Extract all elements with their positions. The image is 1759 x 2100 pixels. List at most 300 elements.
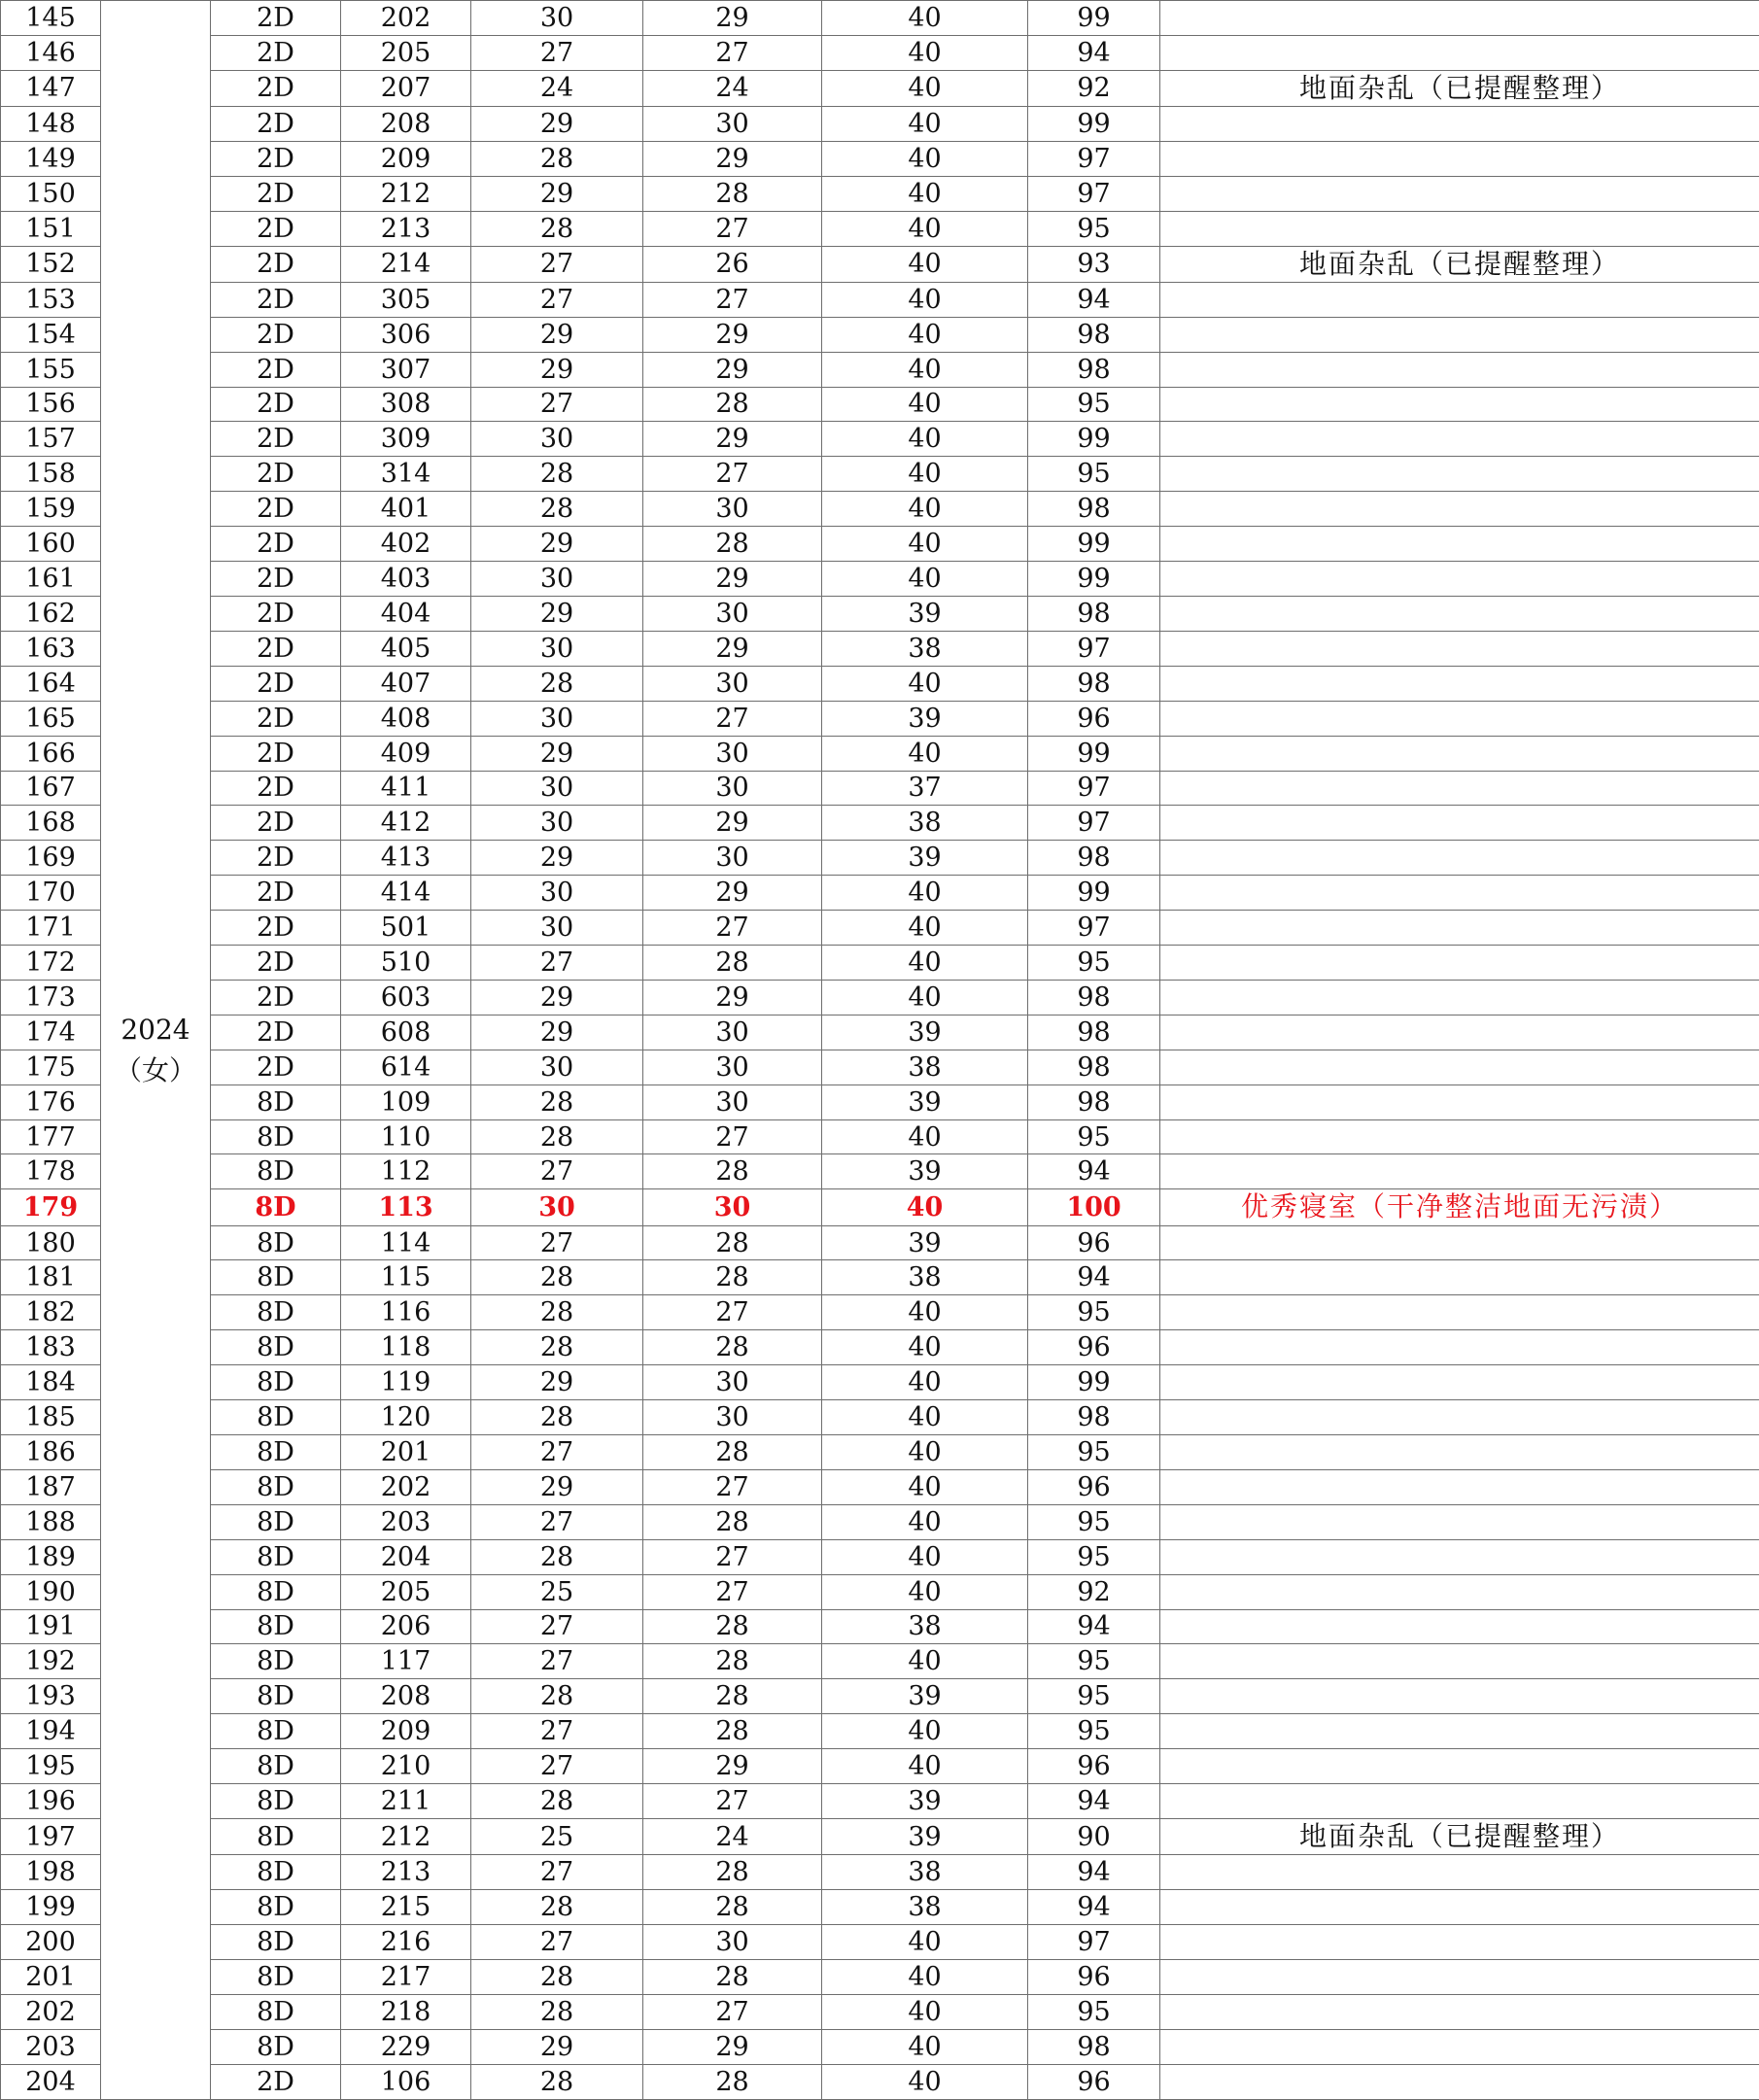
- remark-cell: [1160, 1015, 1759, 1050]
- score-cell-a: 29: [471, 1469, 643, 1504]
- building-cell: 2D: [211, 387, 341, 422]
- score-cell-b: 28: [643, 1959, 822, 1994]
- building-cell: 8D: [211, 1609, 341, 1644]
- total-score-cell: 95: [1028, 1435, 1160, 1470]
- score-cell-a: 28: [471, 1679, 643, 1714]
- total-score-cell: 96: [1028, 1749, 1160, 1784]
- score-cell-c: 39: [822, 1225, 1028, 1260]
- remark-cell: [1160, 1154, 1759, 1189]
- score-cell-b: 28: [643, 1609, 822, 1644]
- row-number-cell: 150: [1, 176, 101, 211]
- room-number-cell: 405: [341, 631, 471, 666]
- room-number-cell: 203: [341, 1504, 471, 1539]
- row-number-cell: 190: [1, 1574, 101, 1609]
- remark-cell: [1160, 211, 1759, 246]
- building-cell: 2D: [211, 35, 341, 70]
- total-score-cell: 98: [1028, 2029, 1160, 2064]
- row-number-cell: 171: [1, 911, 101, 946]
- score-cell-b: 29: [643, 562, 822, 597]
- score-cell-a: 27: [471, 1225, 643, 1260]
- room-number-cell: 608: [341, 1015, 471, 1050]
- table-row: [1, 176, 1759, 211]
- remark-cell: [1160, 1400, 1759, 1435]
- score-cell-a: 30: [471, 631, 643, 666]
- score-cell-c: 38: [822, 1855, 1028, 1890]
- table-row: [1, 1, 1759, 36]
- score-cell-c: 40: [822, 1435, 1028, 1470]
- table-row: [1, 1855, 1759, 1890]
- row-number-cell: 177: [1, 1119, 101, 1154]
- table-row: [1, 841, 1759, 876]
- total-score-cell: 99: [1028, 562, 1160, 597]
- table-row: [1, 422, 1759, 457]
- room-number-cell: 117: [341, 1644, 471, 1679]
- score-cell-b: 29: [643, 317, 822, 352]
- score-cell-b: 29: [643, 980, 822, 1015]
- table-row: [1, 911, 1759, 946]
- table-row: [1, 1225, 1759, 1260]
- score-cell-b: 27: [643, 1784, 822, 1819]
- score-cell-c: 40: [822, 1574, 1028, 1609]
- room-number-cell: 202: [341, 1, 471, 36]
- total-score-cell: 92: [1028, 70, 1160, 106]
- score-cell-b: 28: [643, 2064, 822, 2099]
- building-cell: 2D: [211, 1050, 341, 1084]
- building-cell: 2D: [211, 107, 341, 142]
- remark-cell: [1160, 771, 1759, 806]
- score-cell-c: 40: [822, 107, 1028, 142]
- row-number-cell: 188: [1, 1504, 101, 1539]
- score-cell-b: 27: [643, 911, 822, 946]
- room-number-cell: 407: [341, 666, 471, 701]
- total-score-cell: 98: [1028, 492, 1160, 527]
- room-number-cell: 314: [341, 457, 471, 492]
- score-cell-b: 30: [643, 1924, 822, 1959]
- score-cell-a: 29: [471, 352, 643, 387]
- total-score-cell: 98: [1028, 1400, 1160, 1435]
- remark-cell: [1160, 1435, 1759, 1470]
- score-cell-c: 40: [822, 457, 1028, 492]
- score-cell-a: 27: [471, 282, 643, 317]
- total-score-cell: 90: [1028, 1818, 1160, 1854]
- score-cell-a: 27: [471, 1609, 643, 1644]
- total-score-cell: 98: [1028, 1015, 1160, 1050]
- table-row: [1, 1330, 1759, 1365]
- score-cell-b: 27: [643, 1574, 822, 1609]
- score-cell-c: 40: [822, 911, 1028, 946]
- total-score-cell: 99: [1028, 527, 1160, 562]
- remark-cell: [1160, 701, 1759, 736]
- score-cell-a: 27: [471, 35, 643, 70]
- room-number-cell: 306: [341, 317, 471, 352]
- table-row: [1, 1365, 1759, 1400]
- remark-cell: [1160, 1260, 1759, 1295]
- building-cell: 2D: [211, 666, 341, 701]
- building-cell: 2D: [211, 736, 341, 771]
- score-cell-a: 28: [471, 1959, 643, 1994]
- row-number-cell: 201: [1, 1959, 101, 1994]
- score-cell-b: 27: [643, 1119, 822, 1154]
- room-number-cell: 414: [341, 876, 471, 911]
- remark-cell: [1160, 107, 1759, 142]
- score-cell-b: 28: [643, 1330, 822, 1365]
- row-number-cell: 172: [1, 946, 101, 981]
- total-score-cell: 100: [1028, 1189, 1160, 1225]
- building-cell: 2D: [211, 246, 341, 282]
- remark-cell: [1160, 2029, 1759, 2064]
- row-number-cell: 145: [1, 1, 101, 36]
- room-number-cell: 116: [341, 1295, 471, 1330]
- score-cell-a: 28: [471, 1400, 643, 1435]
- score-cell-c: 39: [822, 701, 1028, 736]
- room-number-cell: 110: [341, 1119, 471, 1154]
- score-cell-b: 30: [643, 666, 822, 701]
- total-score-cell: 94: [1028, 1154, 1160, 1189]
- score-cell-a: 29: [471, 317, 643, 352]
- score-cell-a: 28: [471, 457, 643, 492]
- building-cell: 8D: [211, 1818, 341, 1854]
- score-cell-a: 28: [471, 211, 643, 246]
- table-row: [1, 1959, 1759, 1994]
- remark-cell: [1160, 1644, 1759, 1679]
- table-row: [1, 1469, 1759, 1504]
- score-cell-c: 39: [822, 1084, 1028, 1119]
- score-cell-c: 40: [822, 1, 1028, 36]
- table-row: [1, 1295, 1759, 1330]
- row-number-cell: 195: [1, 1749, 101, 1784]
- room-number-cell: 207: [341, 70, 471, 106]
- total-score-cell: 99: [1028, 1365, 1160, 1400]
- total-score-cell: 95: [1028, 211, 1160, 246]
- score-cell-c: 40: [822, 1924, 1028, 1959]
- remark-cell: [1160, 317, 1759, 352]
- room-number-cell: 211: [341, 1784, 471, 1819]
- score-cell-b: 24: [643, 1818, 822, 1854]
- score-cell-a: 30: [471, 562, 643, 597]
- score-cell-a: 29: [471, 176, 643, 211]
- score-cell-a: 25: [471, 1818, 643, 1854]
- score-cell-a: 28: [471, 492, 643, 527]
- total-score-cell: 97: [1028, 806, 1160, 841]
- score-cell-c: 40: [822, 1365, 1028, 1400]
- score-cell-a: 28: [471, 1260, 643, 1295]
- room-number-cell: 308: [341, 387, 471, 422]
- score-cell-c: 40: [822, 282, 1028, 317]
- room-number-cell: 401: [341, 492, 471, 527]
- table-row: [1, 562, 1759, 597]
- remark-cell: 地面杂乱（已提醒整理）: [1160, 70, 1759, 106]
- score-cell-b: 28: [643, 1714, 822, 1749]
- remark-cell: [1160, 631, 1759, 666]
- table-row: [1, 1015, 1759, 1050]
- remark-cell: [1160, 1050, 1759, 1084]
- score-cell-c: 40: [822, 1295, 1028, 1330]
- score-cell-b: 27: [643, 35, 822, 70]
- score-cell-a: 30: [471, 1189, 643, 1225]
- score-cell-b: 28: [643, 1504, 822, 1539]
- row-number-cell: 153: [1, 282, 101, 317]
- score-cell-b: 29: [643, 806, 822, 841]
- room-number-cell: 205: [341, 35, 471, 70]
- row-number-cell: 161: [1, 562, 101, 597]
- table-row: [1, 35, 1759, 70]
- score-cell-a: 27: [471, 1154, 643, 1189]
- table-row: [1, 1818, 1759, 1854]
- score-cell-c: 40: [822, 70, 1028, 106]
- building-cell: 2D: [211, 176, 341, 211]
- remark-cell: 优秀寝室（干净整洁地面无污渍）: [1160, 1189, 1759, 1225]
- score-cell-b: 28: [643, 1644, 822, 1679]
- building-cell: 8D: [211, 1084, 341, 1119]
- room-number-cell: 118: [341, 1330, 471, 1365]
- room-number-cell: 210: [341, 1749, 471, 1784]
- score-cell-b: 29: [643, 876, 822, 911]
- total-score-cell: 95: [1028, 1994, 1160, 2029]
- total-score-cell: 97: [1028, 176, 1160, 211]
- building-cell: 8D: [211, 1260, 341, 1295]
- building-cell: 2D: [211, 596, 341, 631]
- table-row: [1, 107, 1759, 142]
- building-cell: 2D: [211, 911, 341, 946]
- score-cell-c: 40: [822, 946, 1028, 981]
- total-score-cell: 94: [1028, 1609, 1160, 1644]
- building-cell: 8D: [211, 1119, 341, 1154]
- row-number-cell: 170: [1, 876, 101, 911]
- remark-cell: [1160, 736, 1759, 771]
- row-number-cell: 163: [1, 631, 101, 666]
- score-cell-b: 30: [643, 492, 822, 527]
- building-cell: 2D: [211, 457, 341, 492]
- score-cell-c: 40: [822, 1504, 1028, 1539]
- score-cell-c: 38: [822, 1260, 1028, 1295]
- score-cell-c: 40: [822, 35, 1028, 70]
- score-cell-c: 40: [822, 211, 1028, 246]
- score-cell-c: 40: [822, 317, 1028, 352]
- score-cell-c: 39: [822, 1818, 1028, 1854]
- room-number-cell: 403: [341, 562, 471, 597]
- score-cell-c: 40: [822, 980, 1028, 1015]
- total-score-cell: 96: [1028, 1330, 1160, 1365]
- total-score-cell: 94: [1028, 1855, 1160, 1890]
- total-score-cell: 98: [1028, 841, 1160, 876]
- total-score-cell: 98: [1028, 352, 1160, 387]
- table-row: [1, 70, 1759, 106]
- row-number-cell: 198: [1, 1855, 101, 1890]
- room-number-cell: 413: [341, 841, 471, 876]
- table-row: [1, 1714, 1759, 1749]
- score-cell-c: 40: [822, 1959, 1028, 1994]
- score-cell-a: 28: [471, 1295, 643, 1330]
- remark-cell: [1160, 527, 1759, 562]
- row-number-cell: 189: [1, 1539, 101, 1574]
- table-row: [1, 1504, 1759, 1539]
- room-number-cell: 209: [341, 1714, 471, 1749]
- table-row: [1, 1050, 1759, 1084]
- remark-cell: [1160, 666, 1759, 701]
- total-score-cell: 95: [1028, 1644, 1160, 1679]
- row-number-cell: 192: [1, 1644, 101, 1679]
- score-cell-b: 30: [643, 1189, 822, 1225]
- row-number-cell: 191: [1, 1609, 101, 1644]
- score-cell-c: 38: [822, 1609, 1028, 1644]
- remark-cell: [1160, 352, 1759, 387]
- room-number-cell: 402: [341, 527, 471, 562]
- score-cell-a: 28: [471, 1539, 643, 1574]
- score-cell-c: 40: [822, 141, 1028, 176]
- remark-cell: 地面杂乱（已提醒整理）: [1160, 1818, 1759, 1854]
- score-cell-b: 30: [643, 1400, 822, 1435]
- score-cell-c: 40: [822, 246, 1028, 282]
- score-cell-b: 29: [643, 2029, 822, 2064]
- room-number-cell: 212: [341, 1818, 471, 1854]
- building-cell: 8D: [211, 1890, 341, 1925]
- score-cell-a: 29: [471, 596, 643, 631]
- building-cell: 2D: [211, 527, 341, 562]
- building-cell: 8D: [211, 1365, 341, 1400]
- room-number-cell: 409: [341, 736, 471, 771]
- table-row: [1, 806, 1759, 841]
- score-cell-b: 28: [643, 1225, 822, 1260]
- table-row: [1, 1679, 1759, 1714]
- table-row: [1, 1435, 1759, 1470]
- remark-cell: [1160, 1, 1759, 36]
- building-cell: 2D: [211, 422, 341, 457]
- score-cell-c: 40: [822, 1644, 1028, 1679]
- table-row: [1, 211, 1759, 246]
- table-row: [1, 1749, 1759, 1784]
- score-cell-b: 27: [643, 1994, 822, 2029]
- row-number-cell: 160: [1, 527, 101, 562]
- building-cell: 8D: [211, 1994, 341, 2029]
- remark-cell: [1160, 1539, 1759, 1574]
- room-number-cell: 215: [341, 1890, 471, 1925]
- table-row: [1, 1084, 1759, 1119]
- score-cell-a: 29: [471, 1365, 643, 1400]
- score-cell-b: 30: [643, 736, 822, 771]
- room-number-cell: 213: [341, 1855, 471, 1890]
- table-row: [1, 1119, 1759, 1154]
- score-cell-b: 28: [643, 1260, 822, 1295]
- room-number-cell: 109: [341, 1084, 471, 1119]
- total-score-cell: 99: [1028, 1, 1160, 36]
- score-cell-a: 29: [471, 107, 643, 142]
- row-number-cell: 164: [1, 666, 101, 701]
- score-cell-b: 30: [643, 771, 822, 806]
- score-cell-c: 40: [822, 876, 1028, 911]
- building-cell: 8D: [211, 1435, 341, 1470]
- table-row: [1, 1189, 1759, 1225]
- building-cell: 2D: [211, 1, 341, 36]
- score-cell-a: 28: [471, 1994, 643, 2029]
- remark-cell: [1160, 282, 1759, 317]
- score-cell-c: 40: [822, 1330, 1028, 1365]
- building-cell: 8D: [211, 1644, 341, 1679]
- total-score-cell: 98: [1028, 1050, 1160, 1084]
- score-cell-c: 40: [822, 562, 1028, 597]
- score-cell-a: 30: [471, 876, 643, 911]
- room-number-cell: 214: [341, 246, 471, 282]
- room-number-cell: 411: [341, 771, 471, 806]
- total-score-cell: 95: [1028, 387, 1160, 422]
- row-number-cell: 147: [1, 70, 101, 106]
- score-cell-b: 28: [643, 1855, 822, 1890]
- remark-cell: [1160, 1855, 1759, 1890]
- remark-cell: 地面杂乱（已提醒整理）: [1160, 246, 1759, 282]
- room-number-cell: 217: [341, 1959, 471, 1994]
- score-cell-a: 28: [471, 1784, 643, 1819]
- score-cell-b: 29: [643, 1, 822, 36]
- table-row: [1, 352, 1759, 387]
- row-number-cell: 176: [1, 1084, 101, 1119]
- score-cell-a: 27: [471, 1855, 643, 1890]
- total-score-cell: 97: [1028, 141, 1160, 176]
- remark-cell: [1160, 876, 1759, 911]
- row-number-cell: 166: [1, 736, 101, 771]
- score-cell-c: 40: [822, 1400, 1028, 1435]
- score-cell-a: 27: [471, 1924, 643, 1959]
- building-cell: 2D: [211, 841, 341, 876]
- room-number-cell: 603: [341, 980, 471, 1015]
- score-cell-a: 28: [471, 2064, 643, 2099]
- gender-label: （女）: [114, 1053, 196, 1086]
- remark-cell: [1160, 141, 1759, 176]
- table-row: [1, 1924, 1759, 1959]
- table-row: [1, 1260, 1759, 1295]
- total-score-cell: 95: [1028, 1714, 1160, 1749]
- score-cell-c: 40: [822, 666, 1028, 701]
- room-number-cell: 614: [341, 1050, 471, 1084]
- row-number-cell: 152: [1, 246, 101, 282]
- remark-cell: [1160, 1749, 1759, 1784]
- score-cell-c: 40: [822, 1119, 1028, 1154]
- row-number-cell: 155: [1, 352, 101, 387]
- remark-cell: [1160, 1330, 1759, 1365]
- score-cell-b: 27: [643, 1539, 822, 1574]
- score-cell-c: 39: [822, 596, 1028, 631]
- score-cell-a: 29: [471, 1015, 643, 1050]
- score-cell-b: 28: [643, 387, 822, 422]
- remark-cell: [1160, 1225, 1759, 1260]
- table-row: [1, 1784, 1759, 1819]
- score-cell-b: 30: [643, 1015, 822, 1050]
- building-cell: 8D: [211, 1855, 341, 1890]
- row-number-cell: 182: [1, 1295, 101, 1330]
- score-cell-b: 28: [643, 176, 822, 211]
- table-row: [1, 666, 1759, 701]
- score-cell-b: 27: [643, 701, 822, 736]
- score-cell-b: 28: [643, 1679, 822, 1714]
- score-cell-c: 40: [822, 492, 1028, 527]
- building-cell: 2D: [211, 980, 341, 1015]
- row-number-cell: 162: [1, 596, 101, 631]
- remark-cell: [1160, 1469, 1759, 1504]
- room-number-cell: 120: [341, 1400, 471, 1435]
- building-cell: 2D: [211, 141, 341, 176]
- room-number-cell: 208: [341, 1679, 471, 1714]
- building-cell: 8D: [211, 1679, 341, 1714]
- building-cell: 8D: [211, 1154, 341, 1189]
- remark-cell: [1160, 176, 1759, 211]
- building-cell: 2D: [211, 211, 341, 246]
- room-number-cell: 119: [341, 1365, 471, 1400]
- score-cell-b: 30: [643, 1050, 822, 1084]
- score-cell-c: 38: [822, 1890, 1028, 1925]
- table-row: [1, 876, 1759, 911]
- building-cell: 8D: [211, 1749, 341, 1784]
- score-cell-a: 27: [471, 1435, 643, 1470]
- room-number-cell: 510: [341, 946, 471, 981]
- room-number-cell: 204: [341, 1539, 471, 1574]
